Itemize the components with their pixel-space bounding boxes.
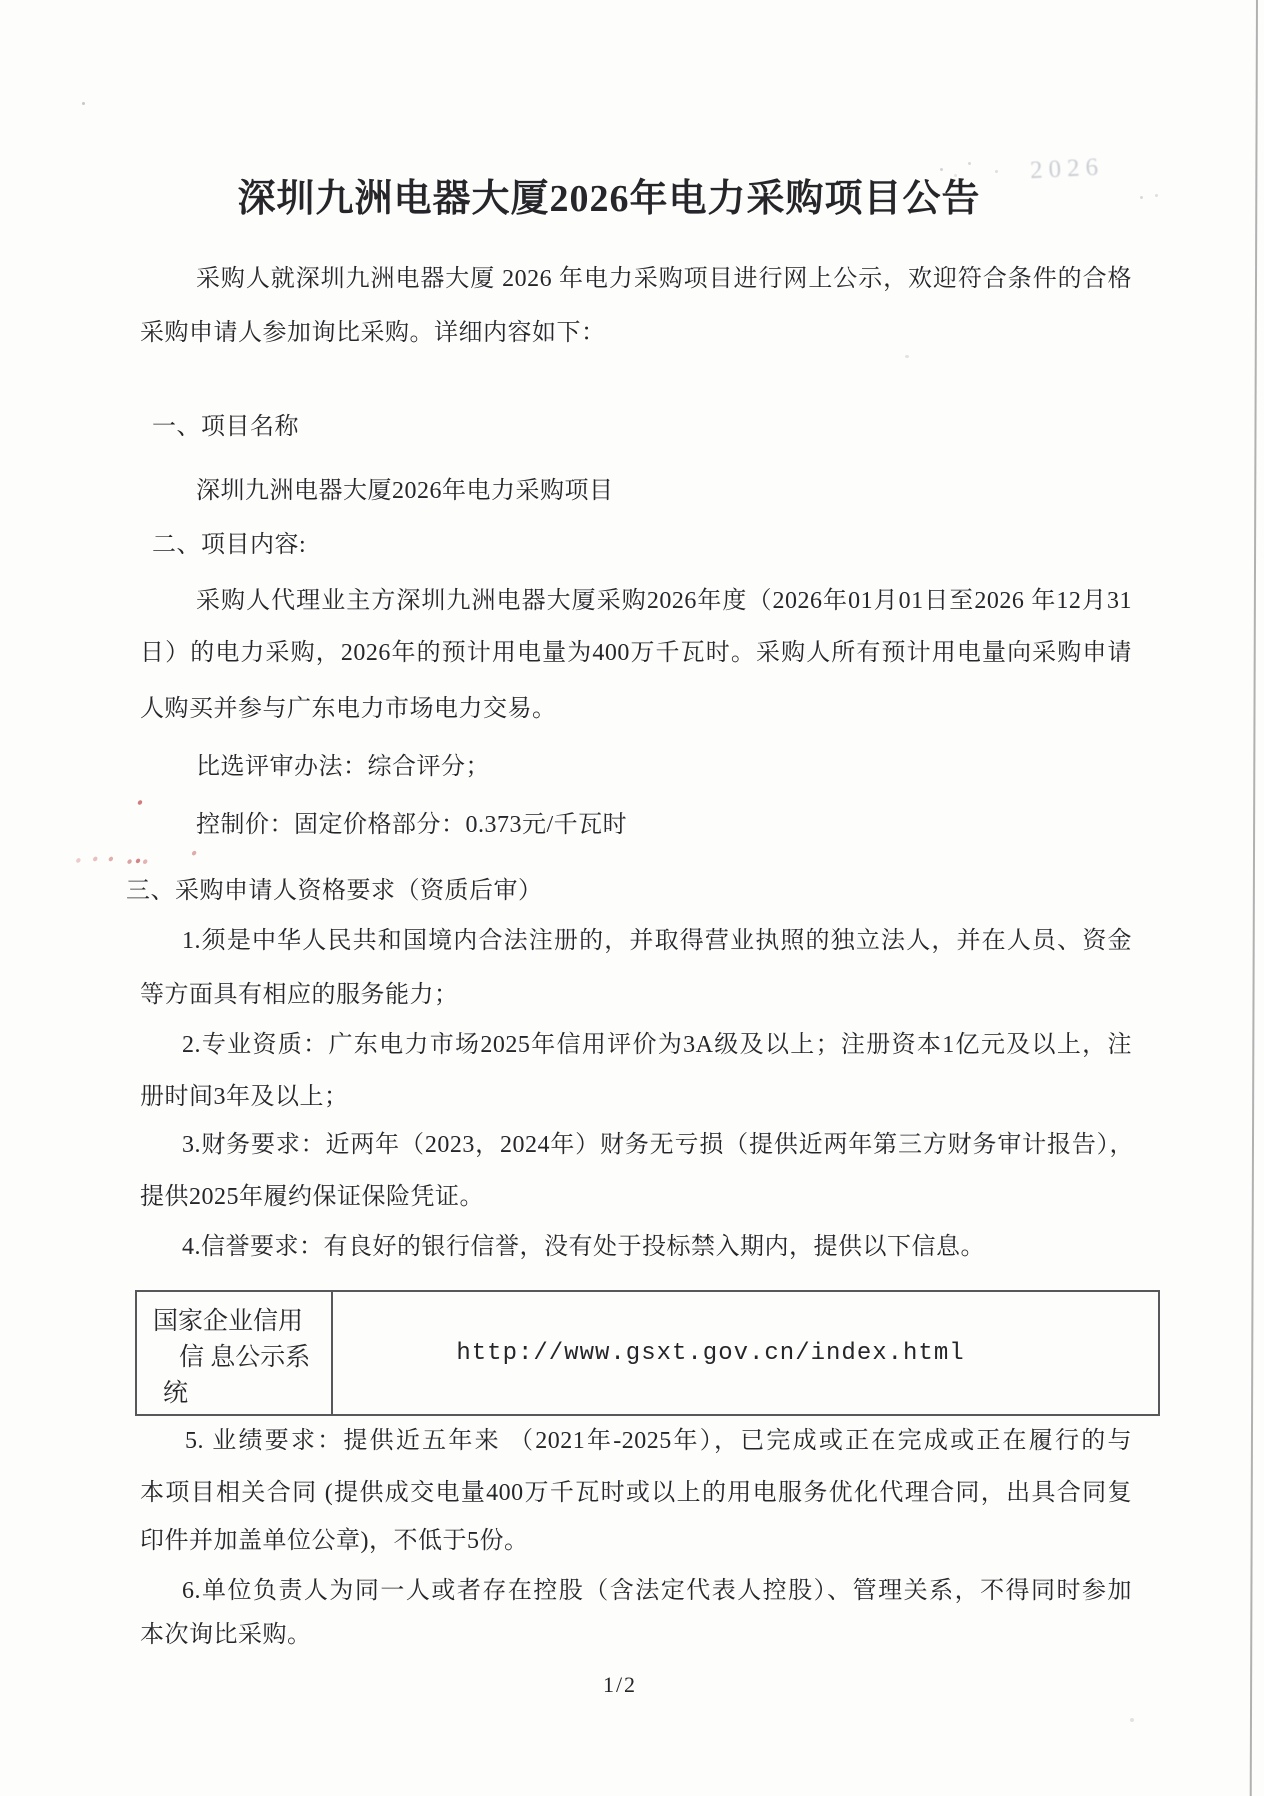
section-2-line-2: 日）的电力采购，2026年的预计用电量为400万千瓦时。采购人所有预计用电量向采购申请 [140,640,1132,666]
section-2-heading: 二、项目内容: [152,532,307,558]
page-number: 1/2 [602,1672,638,1697]
requirement-4-line: 4.信誉要求：有良好的银行信誉，没有处于投标禁入期内，提供以下信息。 [182,1234,985,1260]
scan-speck [905,355,909,358]
faint-stamp: 2026 [1029,153,1105,185]
price-cap-line: 控制价：固定价格部分：0.373元/千瓦时 [196,812,628,838]
project-name: 深圳九洲电器大厦2026年电力采购项目 [196,478,614,504]
credit-system-name-line-2: 信 息公示系 [179,1344,311,1371]
requirement-6-line-2: 本次询比采购。 [140,1622,312,1648]
credit-info-table [135,1290,1160,1416]
red-pen-marks [137,799,143,805]
section-1-heading: 一、项目名称 [152,414,299,440]
document-title: 深圳九洲电器大厦2026年电力采购项目公告 [237,178,981,221]
requirement-2-line-2: 册时间3年及以上； [140,1084,349,1110]
intro-line-2: 采购申请人参加询比采购。详细内容如下： [140,320,606,346]
stamp-smudge [940,168,943,171]
requirement-5-line-3: 印件并加盖单位公章)，不低于5份。 [140,1528,529,1554]
credit-system-name-line-3: 统 [163,1380,189,1407]
requirement-5-line-1: 5. 业绩要求：提供近五年来 （2021年-2025年），已完成或正在完成或正在履行的与 [185,1428,1132,1454]
requirement-3-line-1: 3.财务要求：近两年（2023，2024年）财务无亏损（提供近两年第三方财务审计报告）， [182,1132,1134,1158]
intro-line-1: 采购人就深圳九洲电器大厦 2026 年电力采购项目进行网上公示，欢迎符合条件的合格 [196,266,1132,292]
requirement-1-line-1: 1.须是中华人民共和国境内合法注册的，并取得营业执照的独立法人，并在人员、资金 [182,928,1132,954]
credit-system-name-line-1: 国家企业信用 [153,1308,304,1335]
section-3-heading: 三、采购申请人资格要求（资质后审） [126,878,543,904]
requirement-6-line-1: 6.单位负责人为同一人或者存在控股（含法定代表人控股）、管理关系，不得同时参加 [182,1578,1132,1604]
scan-edge-line [1250,0,1258,1796]
requirement-3-line-2: 提供2025年履约保证保险凭证。 [140,1184,484,1210]
scan-speck [82,102,85,105]
evaluation-method-line: 比选评审办法：综合评分； [196,754,490,780]
requirement-1-line-2: 等方面具有相应的服务能力； [140,982,459,1008]
section-2-line-1: 采购人代理业主方深圳九洲电器大厦采购2026年度（2026年01月01日至2026 年12月31 [196,588,1132,614]
credit-system-url: http://www.gsxt.gov.cn/index.html [456,1339,965,1367]
requirement-2-line-1: 2.专业资质：广东电力市场2025年信用评价为3A级及以上；注册资本1亿元及以上，注 [182,1032,1132,1058]
section-2-line-3: 人购买并参与广东电力市场电力交易。 [140,696,557,722]
scan-speck [1130,1718,1134,1722]
credit-system-url-cell [333,1292,1158,1414]
credit-system-name-cell [137,1292,333,1414]
requirement-5-line-2: 本项目相关合同 (提供成交电量400万千瓦时或以上的用电服务优化代理合同，出具合同复 [140,1480,1132,1506]
